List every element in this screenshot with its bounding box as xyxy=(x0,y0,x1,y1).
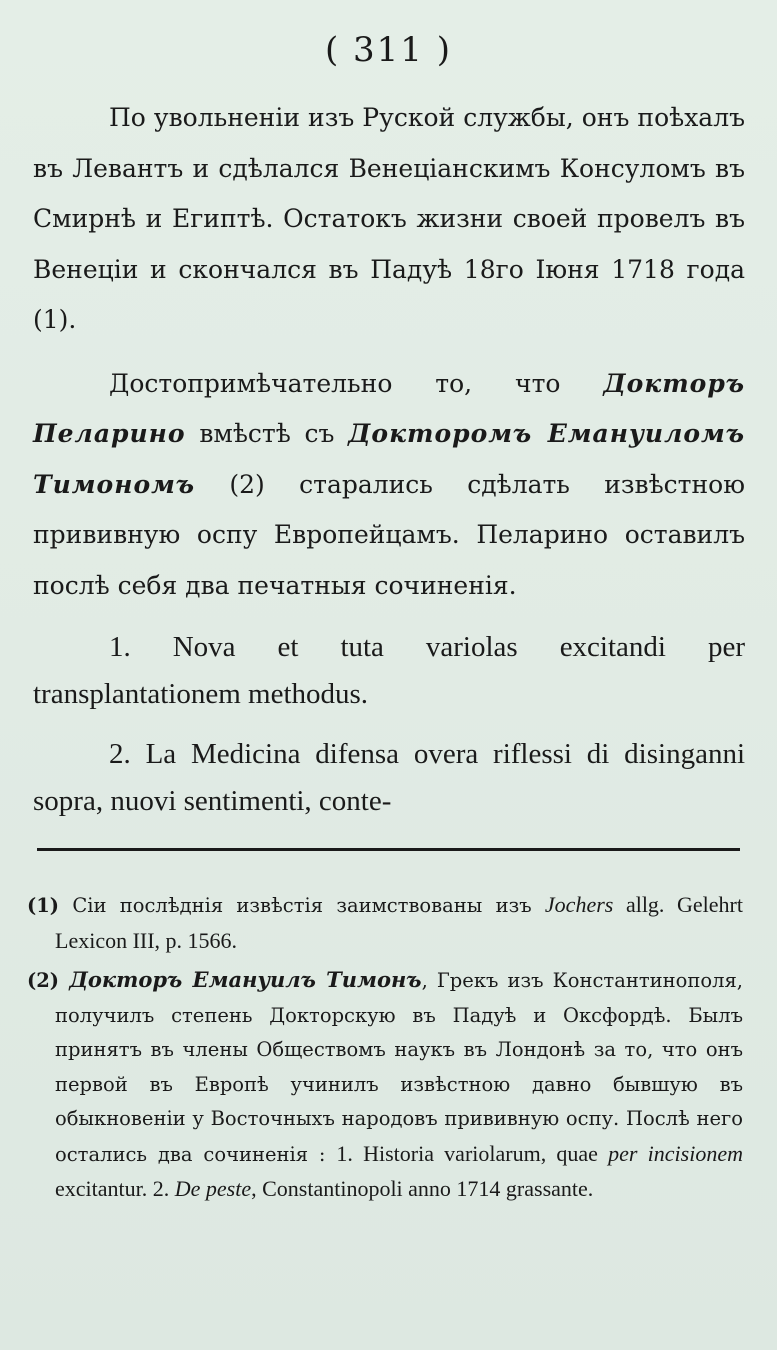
paragraph-2-text-1: Достопримѣчательно то, что xyxy=(109,368,604,398)
emphasis-doctor-pelarino: Докторъ Пеларино xyxy=(33,368,745,448)
footnote-1 xyxy=(27,888,743,959)
footnote-1-number: (1) xyxy=(27,894,60,917)
footnote-2-name: Докторъ Емануилъ Тимонъ xyxy=(59,967,422,992)
paragraph-2-text-3: (2) старались сдѣлать извѣстною прививную оспу Европейцамъ. Пеларино оставилъ послѣ себя два печатныя сочиненія. xyxy=(33,469,745,600)
footnote-1-text: Сіи послѣднія извѣстія заимствованы изъ xyxy=(59,894,545,917)
page-number: ( 311 ) xyxy=(324,30,453,70)
footnote-1-author: Jochers xyxy=(544,892,614,917)
footnote-2-latin-italic-2: De peste xyxy=(174,1176,252,1201)
footnote-divider xyxy=(37,848,740,851)
work-2: 2. La Medicina difensa overa riflessi di disinganni sopra, nuovi sentimenti, conte- xyxy=(33,738,745,817)
work-1: 1. Nova et tuta variolas excitandi per transplantationem methodus. xyxy=(33,631,745,710)
footnote-2-latin-italic-1: per incisionem xyxy=(608,1140,743,1166)
footnotes xyxy=(27,888,743,1212)
footnote-2 xyxy=(27,963,743,1208)
footnote-2-latin-1: 1. Historia variolarum, quae xyxy=(336,1140,609,1166)
emphasis-doctor-timon: Докторомъ Емануиломъ Тимономъ xyxy=(33,419,745,499)
footnote-1-reference: allg. Gelehrt Lexicon III, p. 1566. xyxy=(55,892,743,953)
footnote-2-latin-3: , Constantinopoli anno 1714 grassante. xyxy=(251,1176,594,1201)
paragraph-1: По увольненіи изъ Руской службы, онъ поѣхалъ въ Левантъ и сдѣлался Венеціанскимъ Консуломъ въ Смирнѣ и Египтѣ. Остатокъ жизни своей провелъ въ Венеціи и скончался въ Падуѣ 18го Іюня 1718 года (1). xyxy=(33,103,745,334)
paragraph-2-text-2: вмѣстѣ съ xyxy=(185,419,349,448)
footnote-2-text: , Грекъ изъ Константинополя, получилъ степень Докторскую въ Падуѣ и Оксфордѣ. Былъ принятъ въ члены Обществомъ наукъ въ Лондонѣ за то, что онъ первой въ Европѣ учинилъ извѣстною давно бывшую въ обыкновеніи у Восточныхъ народовъ прививную оспу. Послѣ него остались два сочиненія : xyxy=(55,969,743,1166)
paragraph-2 xyxy=(33,359,745,612)
footnote-2-latin-2: excitantur. 2. xyxy=(55,1176,175,1201)
main-text xyxy=(33,93,745,838)
footnote-2-number: (2) xyxy=(27,969,60,992)
